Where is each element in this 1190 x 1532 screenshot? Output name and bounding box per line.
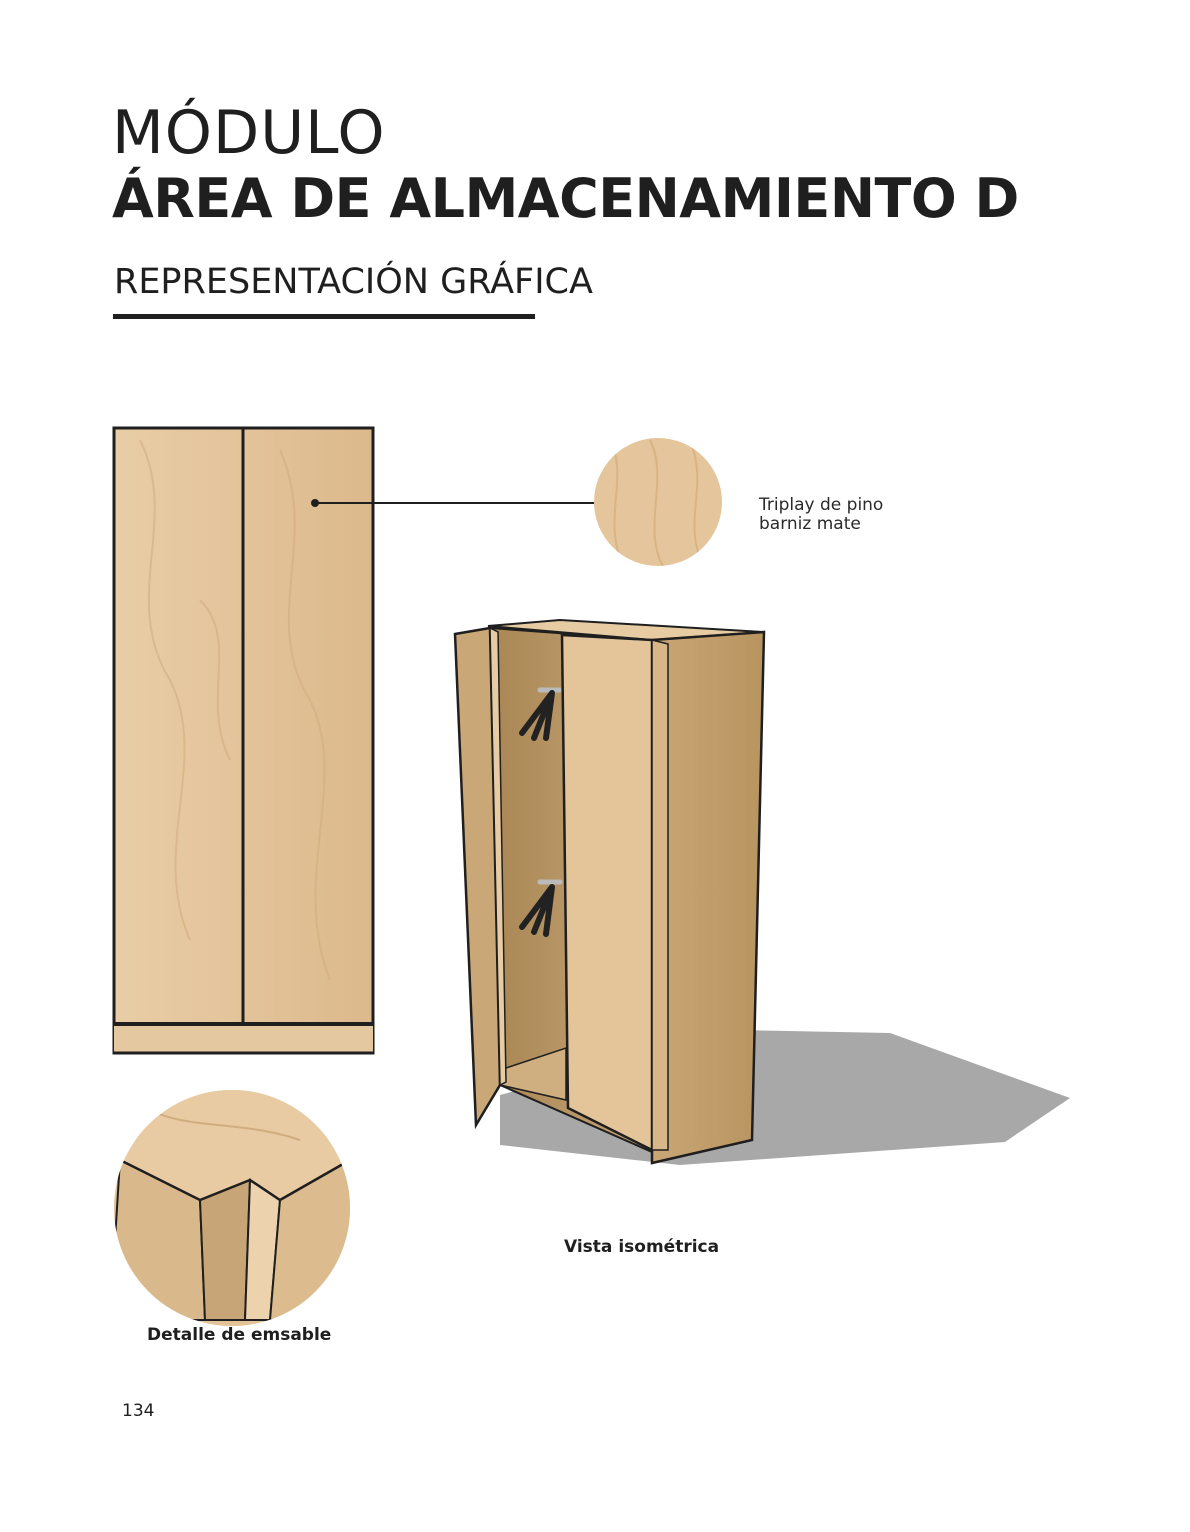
material-swatch: [594, 438, 722, 570]
front-elevation: [114, 428, 373, 1053]
material-note-line2: barniz mate: [759, 514, 861, 534]
joint-detail-caption: Detalle de emsable: [147, 1325, 332, 1345]
page-number: 134: [122, 1401, 155, 1421]
isometric-caption: Vista isométrica: [564, 1237, 720, 1257]
module-label: MÓDULO: [112, 98, 386, 168]
material-note-line1: Triplay de pino: [759, 495, 884, 515]
section-title: REPRESENTACIÓN GRÁFICA: [114, 262, 593, 302]
isometric-wardrobe: [455, 620, 1070, 1165]
module-name: ÁREA DE ALMACENAMIENTO D: [112, 167, 1019, 230]
material-note: [759, 496, 883, 534]
joint-detail: [100, 1090, 360, 1326]
